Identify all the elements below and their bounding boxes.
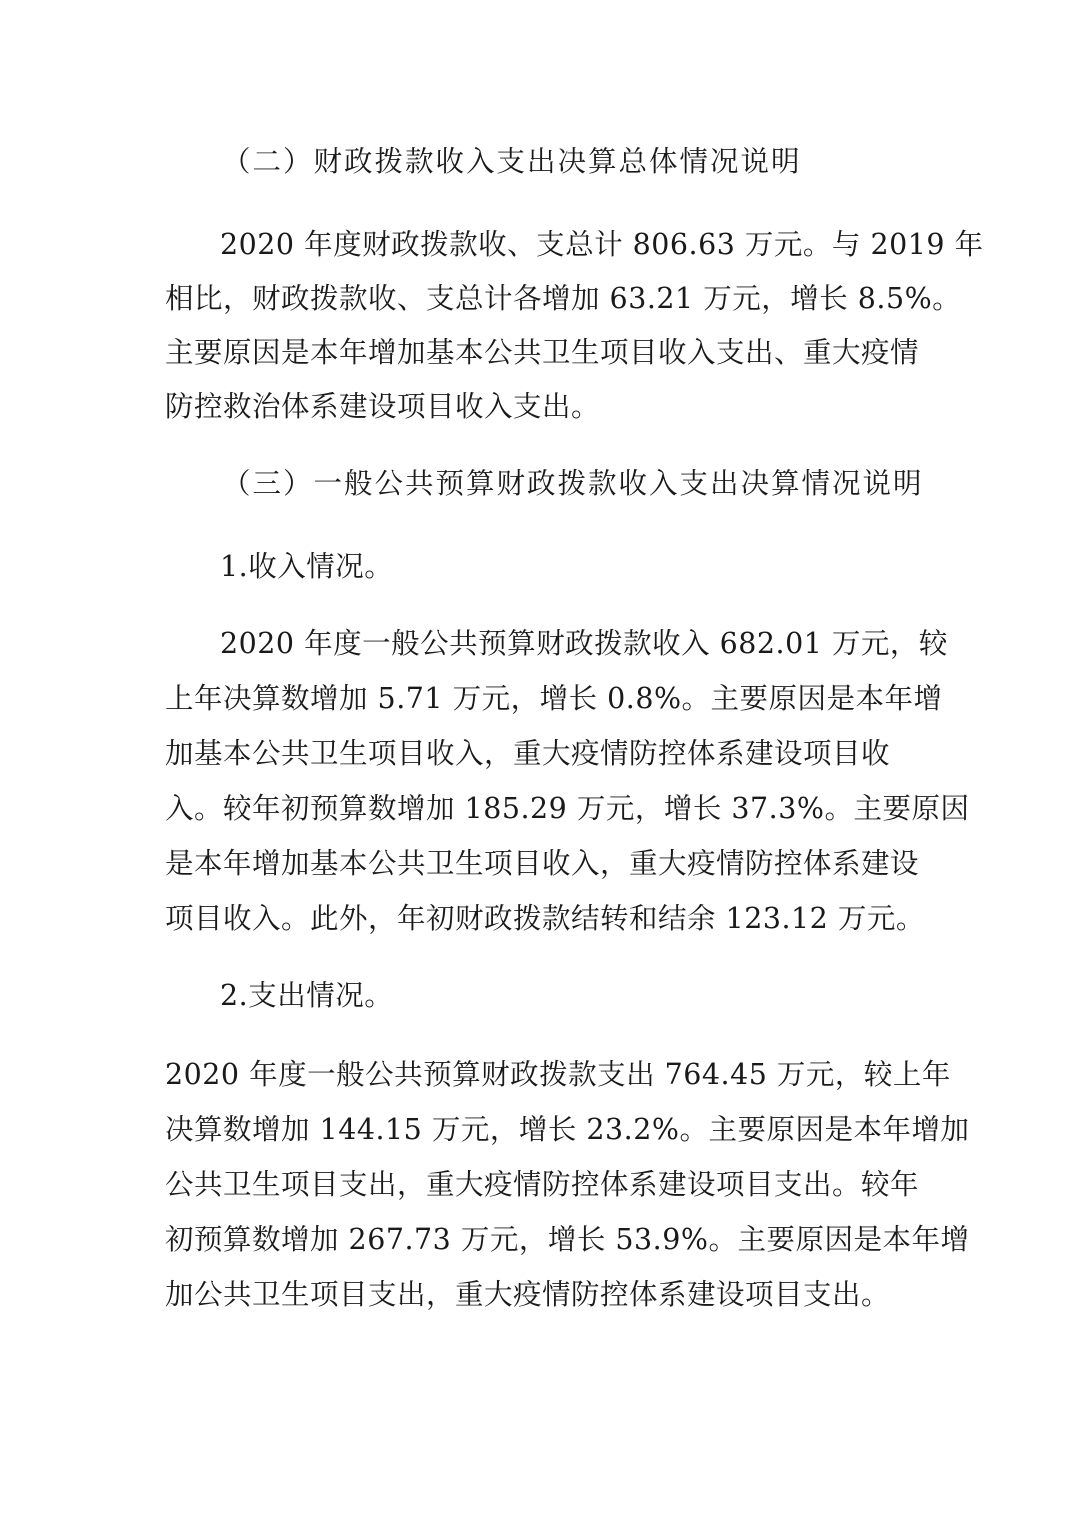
paragraph-line: 入。较年初预算数增加 185.29 万元，增长 37.3%。主要原因 (165, 792, 970, 825)
paragraph-line: 上年决算数增加 5.71 万元，增长 0.8%。主要原因是本年增 (165, 682, 943, 715)
paragraph-line: 公共卫生项目支出，重大疫情防控体系建设项目支出。较年 (165, 1168, 920, 1201)
section-heading: （三）一般公共预算财政拨款收入支出决算情况说明 (222, 467, 924, 500)
section-heading: （二）财政拨款收入支出决算总体情况说明 (222, 145, 802, 178)
paragraph-line: 相比，财政拨款收、支总计各增加 63.21 万元，增长 8.5%。 (165, 282, 962, 315)
paragraph-line: 防控救治体系建设项目收入支出。 (165, 390, 601, 423)
paragraph-line: 是本年增加基本公共卫生项目收入，重大疫情防控体系建设 (165, 847, 920, 880)
paragraph-line: 初预算数增加 267.73 万元，增长 53.9%。主要原因是本年增 (165, 1223, 970, 1256)
paragraph-line: 加基本公共卫生项目收入，重大疫情防控体系建设项目收 (165, 737, 891, 770)
paragraph-line: 决算数增加 144.15 万元，增长 23.2%。主要原因是本年增加 (165, 1113, 970, 1146)
paragraph-line: 2020 年度一般公共预算财政拨款收入 682.01 万元，较 (220, 627, 948, 660)
subsection-heading: 1.收入情况。 (220, 550, 394, 583)
paragraph-line: 2020 年度一般公共预算财政拨款支出 764.45 万元，较上年 (165, 1058, 951, 1091)
paragraph-line: 2020 年度财政拨款收、支总计 806.63 万元。与 2019 年 (220, 228, 984, 261)
paragraph-line: 加公共卫生项目支出，重大疫情防控体系建设项目支出。 (165, 1278, 891, 1311)
paragraph-line: 主要原因是本年增加基本公共卫生项目收入支出、重大疫情 (165, 336, 920, 369)
subsection-heading: 2.支出情况。 (220, 979, 394, 1012)
paragraph-line: 项目收入。此外，年初财政拨款结转和结余 123.12 万元。 (165, 902, 925, 935)
